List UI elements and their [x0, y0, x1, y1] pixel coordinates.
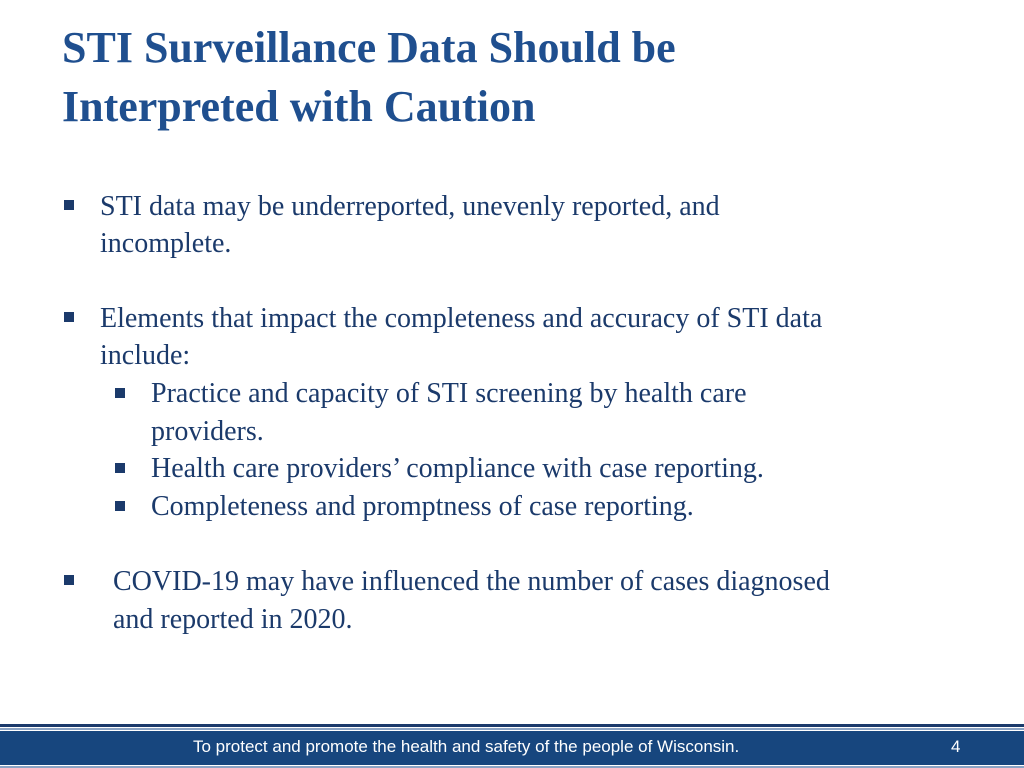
bullet-2-line-2: include: — [100, 340, 191, 371]
footer-rule-accent — [0, 728, 1024, 730]
sub-bullet-2: Health care providers’ compliance with case reporting. — [151, 453, 764, 484]
bullet-square-icon — [64, 312, 74, 322]
sub-bullet-square-icon — [115, 463, 125, 473]
slide-footer — [0, 724, 1024, 768]
footer-tagline: To protect and promote the health and safety of the people of Wisconsin. — [193, 737, 740, 756]
sub-bullet-3: Completeness and promptness of case reporting. — [151, 491, 694, 522]
bullet-square-icon — [64, 200, 74, 210]
bullet-square-icon — [64, 575, 74, 585]
slide-title-line-1: STI Surveillance Data Should be — [62, 23, 676, 72]
bullet-1-line-2: incomplete. — [100, 228, 232, 259]
sub-bullet-1-line-2: providers. — [151, 416, 264, 447]
sub-bullet-square-icon — [115, 501, 125, 511]
bullet-2-line-1: Elements that impact the completeness and accuracy of STI data — [100, 303, 823, 334]
bullet-1-line-1: STI data may be underreported, unevenly reported, and — [100, 191, 720, 222]
bullet-3-line-1: COVID-19 may have influenced the number of cases diagnosed — [113, 566, 830, 597]
slide-title-line-2: Interpreted with Caution — [62, 82, 536, 131]
bullet-3-line-2: and reported in 2020. — [113, 604, 353, 635]
footer-rule-top — [0, 724, 1024, 727]
sub-bullet-1-line-1: Practice and capacity of STI screening by health care — [151, 378, 747, 409]
sub-bullet-square-icon — [115, 388, 125, 398]
page-number: 4 — [951, 737, 961, 756]
